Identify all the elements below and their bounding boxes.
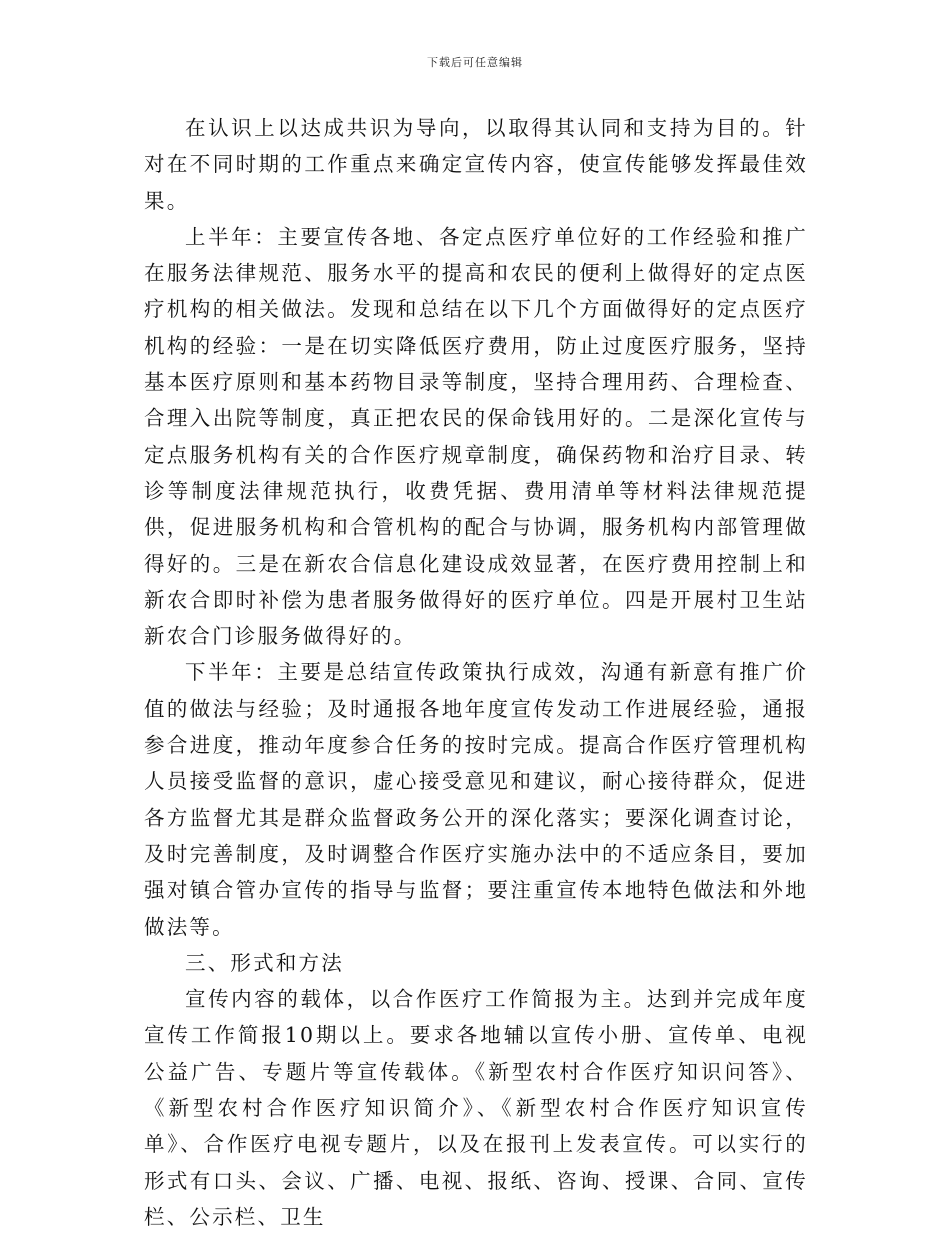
paragraph-forms-and-methods: 宣传内容的载体，以合作医疗工作简报为主。达到并完成年度宣传工作简报10期以上。要求各地辅以宣传小册、宣传单、电视公益广告、专题片等宣传载体。《新型农村合作医疗知识问答》、《新型农村合作医疗知识简介》、《新型农村合作医疗知识宣传单》、合作医疗电视专题片，以及在报刊上发表宣传。可以实行的形式有口头、会议、广播、电视、报纸、咨询、授课、合同、宣传栏、公示栏、卫生	[144, 987, 808, 1229]
paragraph-intro: 在认识上以达成共识为导向，以取得其认同和支持为目的。针对在不同时期的工作重点来确定宣传内容，使宣传能够发挥最佳效果。	[144, 116, 808, 213]
page-header: 下载后可任意编辑	[427, 56, 523, 69]
paragraph-first-half-year: 上半年：主要宣传各地、各定点医疗单位好的工作经验和推广在服务法律规范、服务水平的提高和农民的便利上做得好的定点医疗机构的相关做法。发现和总结在以下几个方面做得好的定点医疗机构的经验：一是在切实降低医疗费用，防止过度医疗服务，坚持基本医疗原则和基本药物目录等制度，坚持合理用药、合理检查、合理入出院等制度，真正把农民的保命钱用好的。二是深化宣传与定点服务机构有关的合作医疗规章制度，确保药物和治疗目录、转诊等制度法律规范执行，收费凭据、费用清单等材料法律规范提供，促进服务机构和合管机构的配合与协调，服务机构内部管理做得好的。三是在新农合信息化建设成效显著，在医疗费用控制上和新农合即时补偿为患者服务做得好的医疗单位。四是开展村卫生站新农合门诊服务做得好的。	[144, 224, 808, 649]
section-heading-forms-and-methods: 三、形式和方法	[185, 950, 344, 975]
paragraph-second-half-year: 下半年：主要是总结宣传政策执行成效，沟通有新意有推广价值的做法与经验；及时通报各地年度宣传发动工作进展经验，通报参合进度，推动年度参合任务的按时完成。提高合作医疗管理机构人员接受监督的意识，虚心接受意见和建议，耐心接待群众，促进各方监督尤其是群众监督政务公开的深化落实；要深化调查讨论，及时完善制度，及时调整合作医疗实施办法中的不适应条目，要加强对镇合管办宣传的指导与监督；要注重宣传本地特色做法和外地做法等。	[144, 660, 808, 939]
document-body	[144, 110, 808, 1235]
